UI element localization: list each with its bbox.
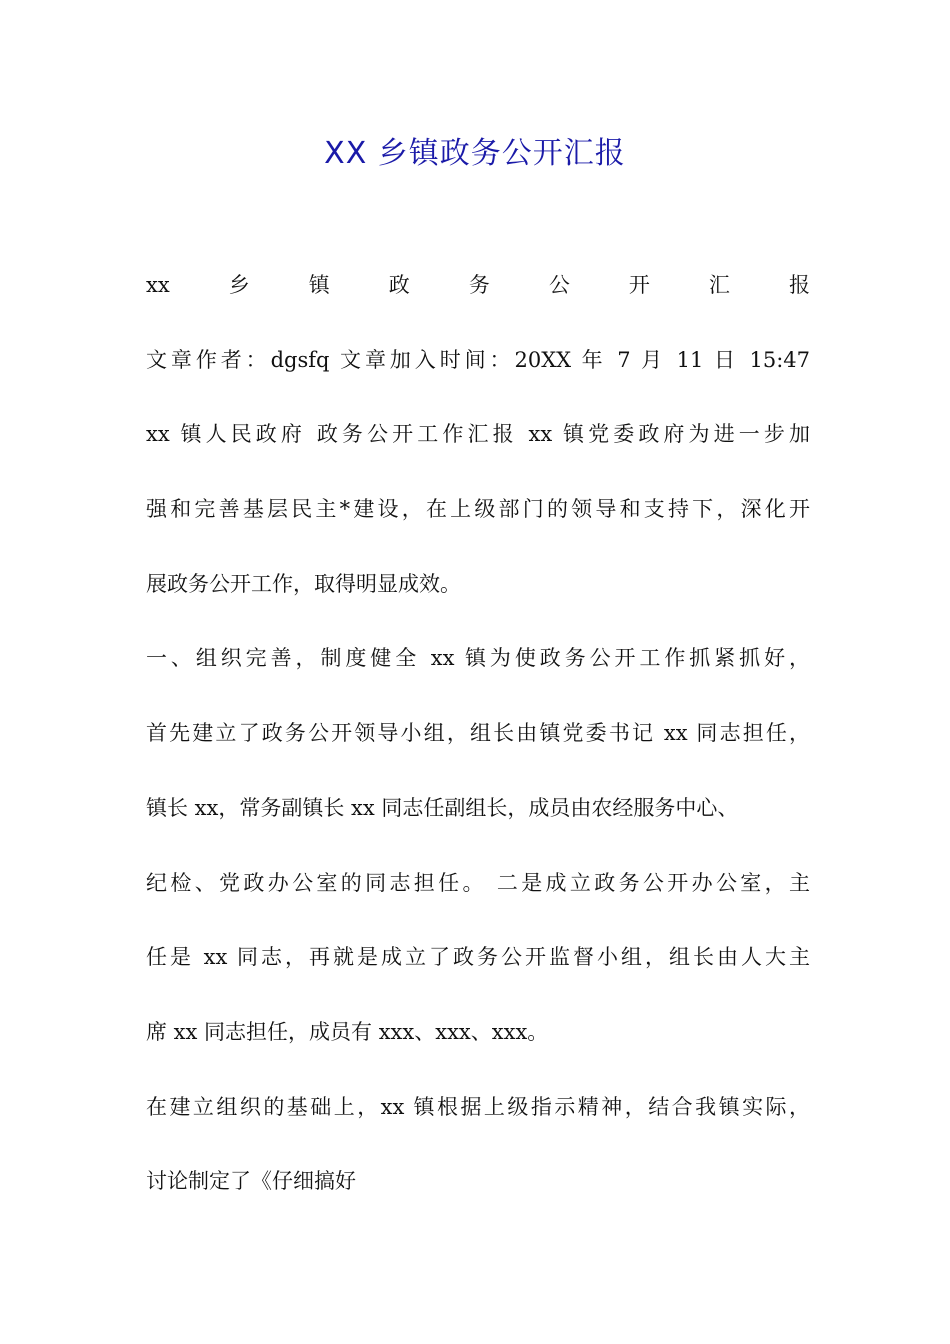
meta-line: 文章作者：dgsfq 文章加入时间：20XX 年 7 月 11 日 15:47 bbox=[146, 347, 810, 372]
paragraph-line: 展政务公开工作，取得明显成效。 bbox=[146, 571, 461, 596]
paragraph-line: 首先建立了政务公开领导小组，组长由镇党委书记 xx 同志担任， bbox=[146, 721, 810, 746]
paragraph-line: 一、组织完善，制度健全 xx 镇为使政务公开工作抓紧抓好， bbox=[146, 646, 810, 671]
heading-char: 乡 bbox=[228, 273, 250, 297]
document-title: XX 乡镇政务公开汇报 bbox=[324, 136, 626, 171]
paragraph-line: 镇长 xx，常务副镇长 xx 同志任副组长，成员由农经服务中心、 bbox=[146, 795, 739, 820]
heading-char: 汇 bbox=[708, 273, 730, 297]
paragraph-line: 讨论制定了《仔细搞好 bbox=[146, 1169, 356, 1194]
heading-char: xx bbox=[146, 273, 170, 297]
heading-char: 开 bbox=[628, 273, 650, 297]
document-body bbox=[146, 262, 810, 1233]
heading-char: 公 bbox=[548, 273, 570, 297]
paragraph-line: xx 镇人民政府 政务公开工作汇报 xx 镇党委政府为进一步加 bbox=[146, 422, 810, 447]
heading-char: 政 bbox=[388, 273, 410, 297]
paragraph-line: 席 xx 同志担任，成员有 xxx、xxx、xxx。 bbox=[146, 1019, 549, 1044]
paragraph-line: 在建立组织的基础上，xx 镇根据上级指示精神，结合我镇实际， bbox=[146, 1094, 810, 1119]
paragraph-line: 强和完善基层民主*建设，在上级部门的领导和支持下，深化开 bbox=[146, 497, 810, 522]
heading-line-spaced bbox=[146, 262, 810, 337]
paragraph-line: 纪检、党政办公室的同志担任。 二是成立政务公开办公室，主 bbox=[146, 870, 810, 895]
heading-char: 务 bbox=[468, 273, 490, 297]
paragraph-line: 任是 xx 同志，再就是成立了政务公开监督小组，组长由人大主 bbox=[146, 945, 810, 970]
heading-char: 报 bbox=[788, 273, 810, 297]
heading-char: 镇 bbox=[308, 273, 330, 297]
